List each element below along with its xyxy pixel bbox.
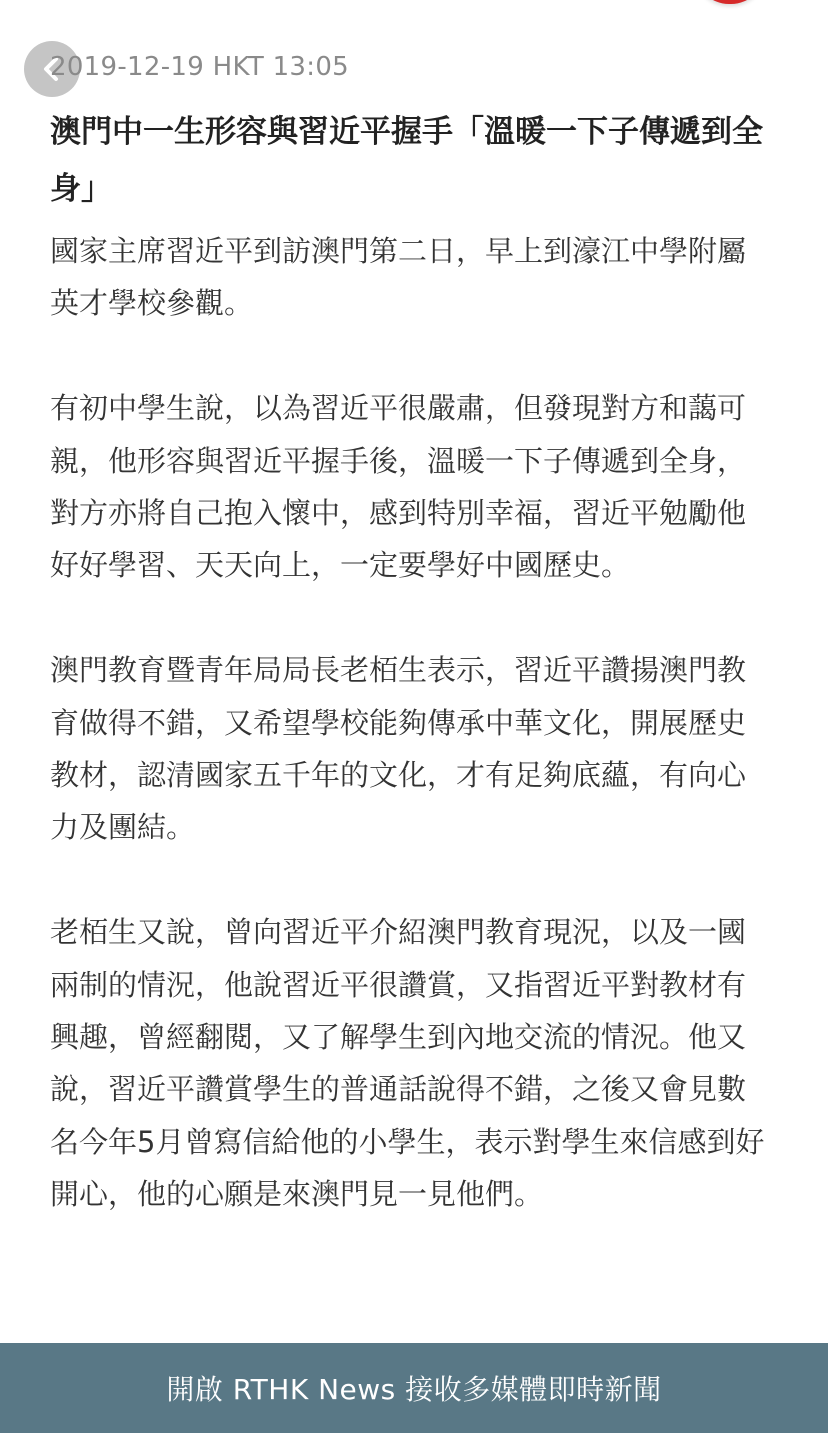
article-paragraph: 國家主席習近平到訪澳門第二日，早上到濠江中學附屬英才學校參觀。 [50, 234, 747, 321]
top-corner-badge[interactable] [695, 0, 765, 4]
open-app-banner-text: 開啟 RTHK News 接收多媒體即時新聞 [166, 1373, 662, 1406]
article-body [50, 225, 772, 1221]
open-app-banner[interactable] [0, 1343, 828, 1433]
article-paragraph: 澳門教育暨青年局局長老栢生表示，習近平讚揚澳門教育做得不錯，又希望學校能夠傳承中華文化，開展歷史教材，認清國家五千年的文化，才有足夠底蘊，有向心力及團結。 [50, 653, 747, 845]
article-headline: 澳門中一生形容與習近平握手「溫暖一下子傳遞到全身」 [50, 114, 763, 207]
article-paragraph: 有初中學生說，以為習近平很嚴肅，但發現對方和藹可親，他形容與習近平握手後，溫暖一下子傳遞到全身，對方亦將自己抱入懷中，感到特別幸福，習近平勉勵他好好學習、天天向上，一定要學好中國歷史。 [50, 391, 747, 583]
article-timestamp: 2019-12-19 HKT 13:05 [50, 52, 350, 82]
article-paragraph: 老栢生又說，曾向習近平介紹澳門教育現況，以及一國兩制的情況，他說習近平很讚賞，又指習近平對教材有興趣，曾經翻閱，又了解學生到內地交流的情況。他又說，習近平讚賞學生的普通話說得不錯，之後又會見數名今年5月曾寫信給他的小學生，表示對學生來信感到好開心，他的心願是來澳門見一見他們。 [50, 915, 765, 1212]
